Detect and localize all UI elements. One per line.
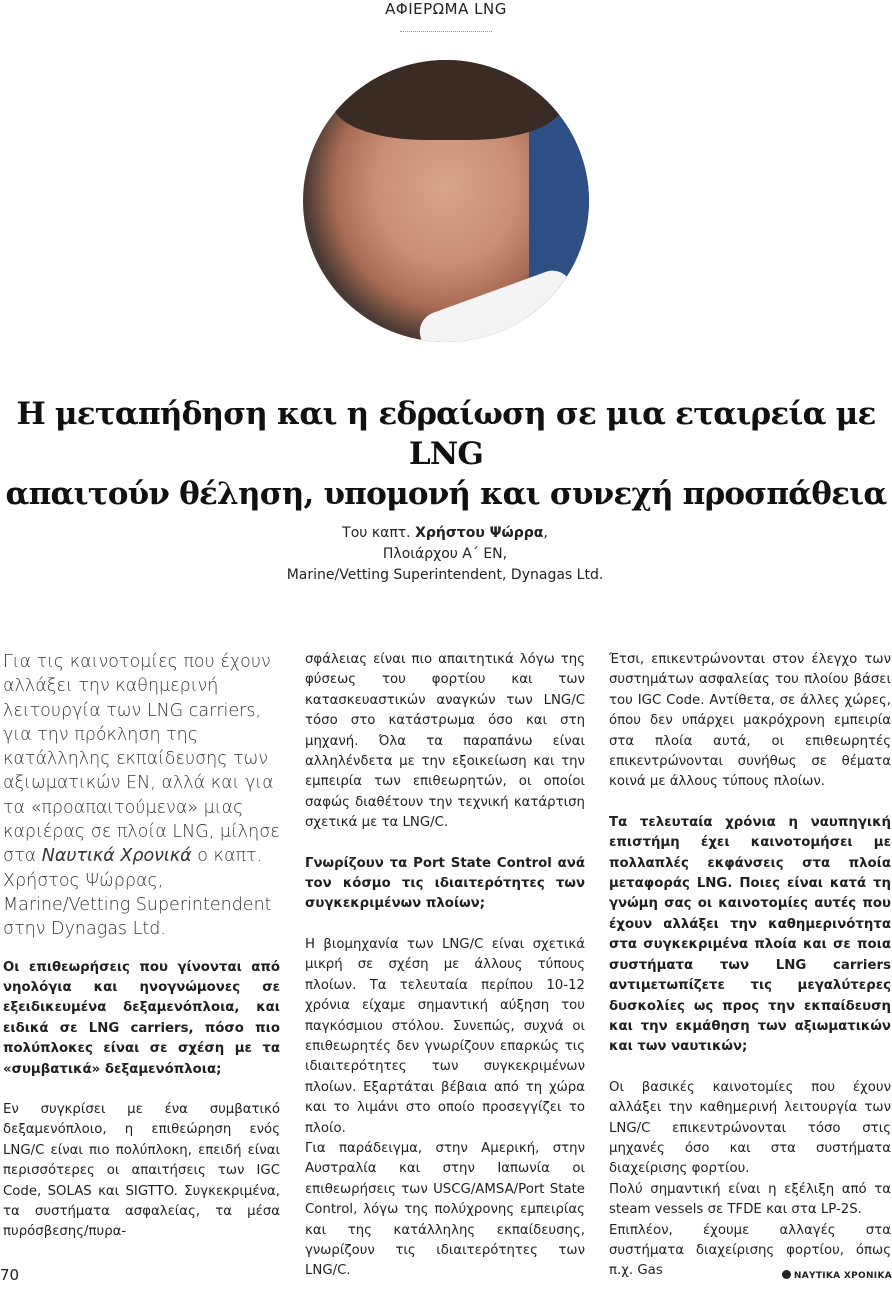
byline-prefix: Του καπτ.	[342, 525, 416, 541]
intro-paragraph	[3, 650, 280, 942]
intro-magazine: Ναυτικά Χρονικά	[41, 846, 192, 867]
portrait-hair	[333, 60, 563, 140]
answer-2-continued: Έτσι, επικεντρώνονται στον έλεγχο των συστημάτων ασφαλείας του πλοίου βάσει του IGC Code. Αντίθετα, σε άλλες χώρες, όπου δεν υπάρχει μακρόχρονη εμπειρία στα πλοία αυτά, οι επιθεωρητές επικεντρώνονται συνήθως σε θέματα κοινά με άλλους τύπους πλοίων.	[609, 652, 891, 790]
answer-3-paragraph-1: Οι βασικές καινοτομίες που έχουν αλλάξει την καθημερινή λειτουργία των LNG/C επικεντρώνονται τόσο στις μηχανές όσο και στα συστήματα διαχείρισης φορτίου.	[609, 1079, 891, 1177]
answer-3-paragraph-3: Επιπλέον, έχουμε αλλαγές στα συστήματα διαχείρισης φορτίου, όπως π.χ. Gas	[609, 1222, 891, 1279]
brand-name: ΝΑΥΤΙΚΑ ΧΡΟΝΙΚΑ	[793, 1271, 892, 1281]
author-name: Χρήστου Ψώρρα	[415, 525, 544, 541]
section-divider	[400, 31, 492, 32]
answer-2-paragraph-2: Για παράδειγμα, στην Αμερική, στην Αυστραλία και στην Ιαπωνία οι επιθεωρήσεις των USCG/AMSA/Port State Control, λόγω της πολύχρονης εμπειρίας και της κατάλληλης εκπαίδευσης, γνωρίζουν τις ιδιαιτερότητες των LNG/C.	[305, 1140, 585, 1279]
question-2: Γνωρίζουν τα Port State Control ανά τον κόσμο τις ιδιαιτερότητες των συγκεκριμένων πλοίων;	[305, 855, 585, 912]
intro-text-b: ο καπτ. Χρήστος Ψώρρας, Marine/Vetting Superintendent στην Dynagas Ltd.	[3, 846, 272, 940]
portrait-shirt	[414, 265, 589, 342]
magazine-brand	[782, 1270, 892, 1281]
byline	[240, 523, 650, 586]
headline-line-1: Η μεταπήδηση και η εδραίωση σε μια εταιρεία με LNG	[16, 396, 876, 472]
question-1: Οι επιθεωρήσεις που γίνονται από νηολόγια και ηνογνώμονες σε εξειδικευμένα δεξαμενόπλοια, και ειδικά σε LNG carriers, πόσο πιο πολύπλοκες είναι σε σχέση με τα «συμβατικά» δεξαμενόπλοια;	[3, 959, 280, 1077]
question-3: Τα τελευταία χρόνια η ναυπηγική επιστήμη έχει καινοτομήσει με πολλαπλές εκφάνσεις στα πλοία μεταφοράς LNG. Ποιες είναι κατά τη γνώμη σας οι καινοτομίες αυτές που έχουν αλλάξει την καθημερινότητα στα συγκεκριμένα πλοία και σε ποια συστήματα των LNG carriers αντιμετωπίζετε τις μεγαλύτερες δυσκολίες ως προς την εκπαίδευση και την εκμάθηση των αξιωματικών και των ναυτικών;	[609, 814, 891, 1055]
answer-3-paragraph-2: Πολύ σημαντική είναι η εξέλιξη από τα steam vessels σε TFDE και στα LP-2S.	[609, 1181, 891, 1218]
article-headline	[0, 394, 892, 514]
author-portrait	[303, 60, 589, 342]
answer-1: Εν συγκρίσει με ένα συμβατικό δεξαμενόπλοιο, η επιθεώρηση ενός LNG/C είναι πιο πολύπλοκη, επειδή είναι περισσότερες οι απαιτήσεις των IGC Code, SOLAS και SIGTTO. Συγκεκριμένα, τα συστήματα ασφαλείας, τα μέσα πυρόσβεσης/πυρα-	[3, 1102, 280, 1240]
answer-2-paragraph-1: Η βιομηχανία των LNG/C είναι σχετικά μικρή σε σχέση με άλλους τύπους πλοίων. Τα τελευταία περίπου 10-12 χρόνια είχαμε σημαντική αύξηση του παγκόσμιου στόλου. Συνεπώς, συχνά οι επιθεωρητές δεν γνωρίζουν επαρκώς τις ιδιαιτερότητες των συγκεκριμένων πλοίων. Εξαρτάται βέβαια από τη χώρα και το λιμάνι στο οποίο προσεγγίζει το πλοίο.	[305, 936, 585, 1136]
intro-text-a: Για τις καινοτομίες που έχουν αλλάξει την καθημερινή λειτουργία των LNG carriers, για την πρόκληση της κατάλληλης εκπαίδευσης των αξιωματικών ΕΝ, αλλά και για τα «προαπαιτούμενα» μιας καριέρας σε πλοία LNG, μίλησε στα	[3, 652, 280, 867]
column-1	[3, 650, 280, 1243]
brand-logo-icon	[782, 1270, 791, 1279]
section-label: ΑΦΙΕΡΩΜΑ LNG	[385, 0, 507, 18]
column-2	[305, 650, 585, 1282]
byline-author-line	[240, 523, 650, 544]
column-3	[609, 650, 891, 1282]
author-position: Marine/Vetting Superintendent, Dynagas Ltd.	[286, 567, 604, 583]
headline-line-2: απαιτούν θέληση, υπομονή και συνεχή προσπάθεια	[5, 476, 887, 512]
author-rank: Πλοιάρχου Α΄ ΕΝ,	[382, 546, 508, 562]
byline-suffix: ,	[543, 525, 548, 541]
page-number: 70	[0, 1266, 20, 1284]
answer-1-continued: σφάλειας είναι πιο απαιτητικά λόγω της φύσεως του φορτίου και των κατασκευαστικών αναγκών των LNG/C τόσο στο κατάστρωμα όσο και στη μηχανή. Όλα τα παραπάνω είναι αλληλένδετα με την εξοικείωση και την εμπειρία των επιθεωρητών, οι οποίοι σαφώς διαθέτουν την τεχνική κατάρτιση σχετικά με τα LNG/C.	[305, 652, 585, 831]
